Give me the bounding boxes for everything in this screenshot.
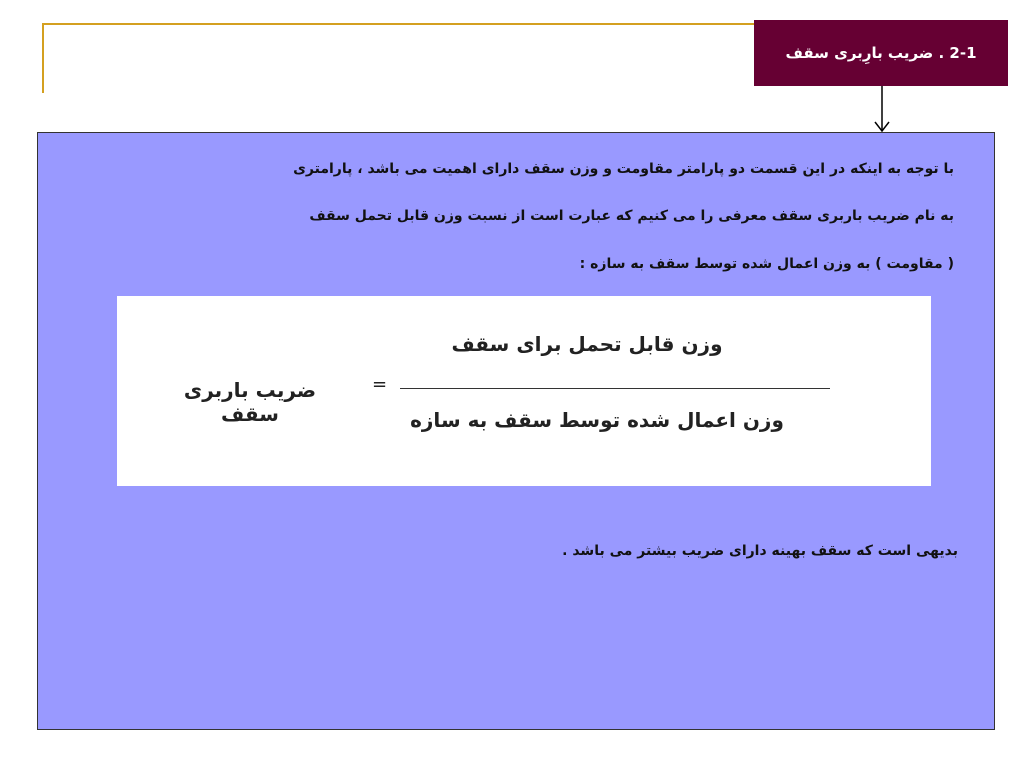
formula-numerator: وزن قابل تحمل برای سقف: [451, 332, 723, 356]
formula-denominator: وزن اعمال شده توسط سقف به سازه: [410, 408, 784, 432]
slide-title: [754, 20, 1008, 86]
fraction-line: [400, 388, 830, 389]
intro-line-1: با توجه به اینکه در این قسمت دو پارامتر مقاومت و وزن سقف دارای اهمیت می باشد ، پارامتری: [293, 161, 954, 177]
down-arrow-icon: [870, 86, 894, 134]
conclusion-text: بدیهی است که سقف بهینه دارای ضریب بیشتر می باشد .: [562, 543, 958, 559]
slide-title-text: 2-1 . ضریب بارِبری سقف: [785, 44, 977, 62]
content-panel: [37, 132, 995, 730]
header-bracket: [42, 23, 762, 93]
formula-lhs: ضریب باربری سقف: [183, 378, 317, 426]
formula-box: [117, 296, 931, 486]
intro-line-3: ( مقاومت ) به وزن اعمال شده توسط سقف به سازه :: [579, 256, 954, 272]
formula-equals-sign: =: [372, 374, 388, 395]
intro-line-2: به نام ضریب باربری سقف معرفی را می کنیم که عبارت است از نسبت وزن قابل تحمل سقف: [309, 208, 954, 224]
